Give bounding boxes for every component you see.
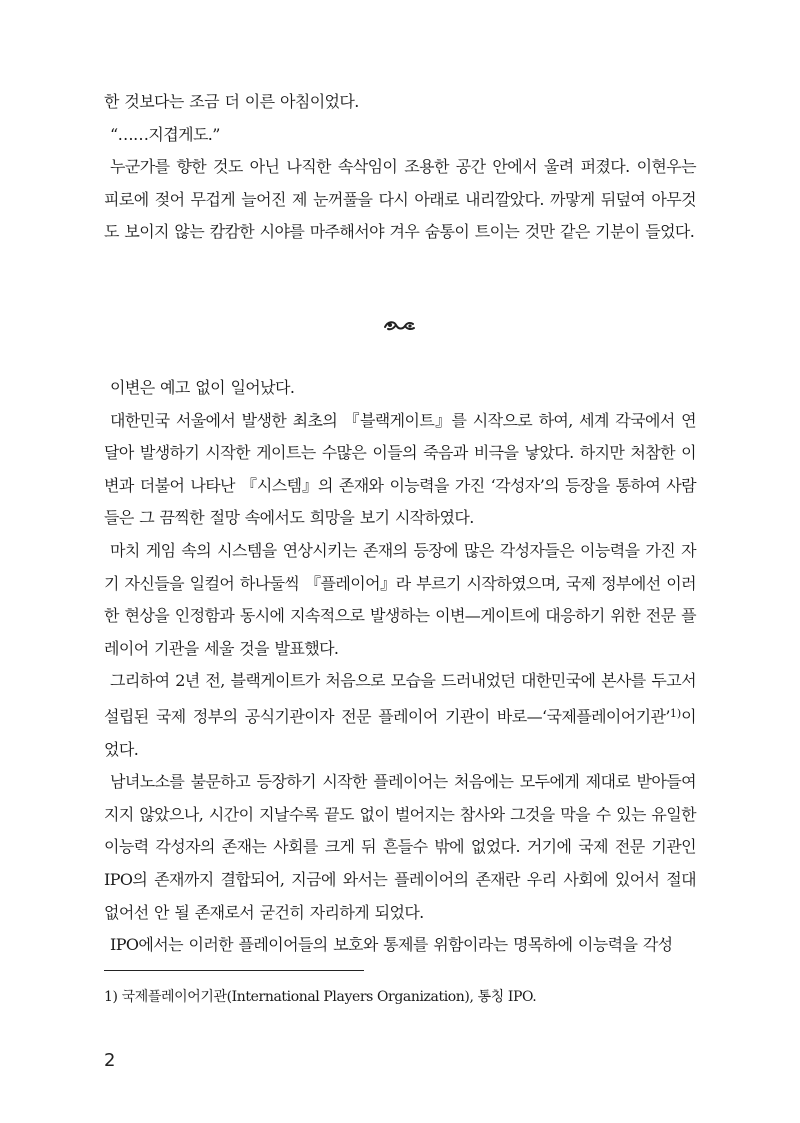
paragraph-text: 그리하여 2년 전, 블랙게이트가 처음으로 모습을 드러내었던 대한민국에 본사를 두고서 설립된 국제 정부의 공식기관이자 전문 플레이어 기관이 바로—‘국제플레이어기관’ bbox=[104, 671, 696, 726]
paragraph: 이변은 예고 없이 일어났다. bbox=[110, 378, 295, 397]
paragraph: 누군가를 향한 것도 아닌 나직한 속삭임이 조용한 공간 안에서 울려 퍼졌다. 이현우는 피로에 젖어 무겁게 늘어진 제 눈꺼풀을 다시 아래로 내리깔았다. 까맣게 뒤덮여 아무것도 보이지 않는 캄캄한 시야를 마주해서야 겨우 숨통이 트이는 것만 같은 기분이 들었다. bbox=[104, 157, 696, 242]
paragraph: IPO에서는 이러한 플레이어들의 보호와 통제를 위함이라는 명목하에 이능력을 각성 bbox=[110, 935, 673, 955]
body-text-block bbox=[104, 372, 696, 962]
paragraph: 한 것보다는 조금 더 이른 아침이었다. bbox=[104, 92, 359, 111]
footnote-reference[interactable]: 1) bbox=[669, 706, 682, 720]
footnote: 1) 국제플레이어기관(International Players Organization), 통칭 IPO. bbox=[104, 989, 537, 1005]
dialogue-line: “……지겹게도.” bbox=[110, 124, 220, 144]
paragraph: 마치 게임 속의 시스템을 연상시키는 존재의 등장에 많은 각성자들은 이능력을 가진 자기 자신들을 일컬어 하나둘씩 『플레이어』라 부르기 시작하였으며, 국제 정부에선 이러한 현상을 인정함과 동시에 지속적으로 발생하는 이변—게이트에 대응하기 위한 전문 플레이어 기관을 세울 것을 발표했다. bbox=[104, 540, 696, 658]
paragraph: 대한민국 서울에서 발생한 최초의 『블랙게이트』를 시작으로 하여, 세계 각국에서 연달아 발생하기 시작한 게이트는 수많은 이들의 죽음과 비극을 낳았다. 하지만 처참한 이변과 더불어 나타난 『시스템』의 존재와 이능력을 가진 ‘각성자’의 등장을 통하여 사람들은 그 끔찍한 절망 속에서도 희망을 보기 시작하였다. bbox=[104, 410, 696, 528]
paragraph-with-footnote bbox=[104, 665, 696, 766]
top-text-block bbox=[104, 86, 696, 249]
paragraph: 남녀노소를 불문하고 등장하기 시작한 플레이어는 처음에는 모두에게 제대로 받아들여지지 않았으나, 시간이 지날수록 끝도 없이 벌어지는 참사와 그것을 막을 수 있는 유일한 이능력 각성자의 존재는 사회를 크게 뒤 흔들수 밖에 없었다. 거기에 국제 전문 기관인 IPO의 존재까지 결합되어, 지금에 와서는 플레이어의 존재란 우리 사회에 있어서 절대 없어선 안 될 존재로서 굳건히 자리하게 되었다. bbox=[104, 772, 696, 922]
footnote-divider bbox=[104, 970, 364, 971]
paragraph-text: 이었다. bbox=[104, 706, 696, 759]
page-number: 2 bbox=[104, 1050, 116, 1071]
fleuron-ornament-icon bbox=[382, 316, 418, 336]
